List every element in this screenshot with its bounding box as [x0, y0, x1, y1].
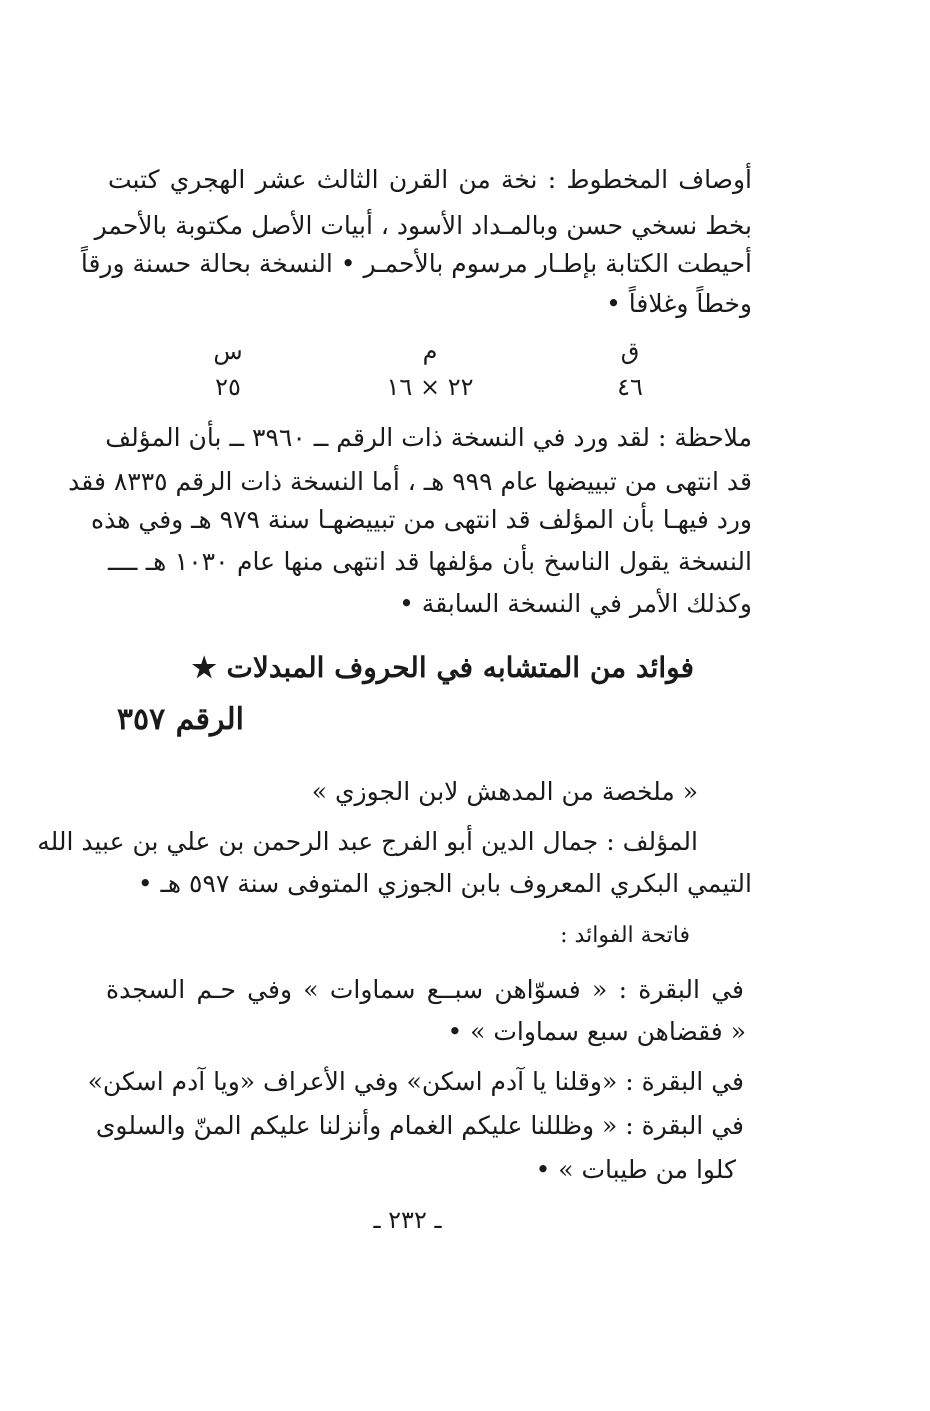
author-line-1: المؤلف : جمال الدين أبو الفرج عبد الرحمن بن علي بن عبيد الله: [37, 827, 698, 856]
description-line-4: وخطاً وغلافاً •: [606, 289, 752, 318]
table-value-size: ٢٢ × ١٦: [386, 373, 474, 401]
table-header-leaves: ق: [620, 337, 640, 365]
author-line-2: التيمي البكري المعروف بابن الجوزي المتوفى سنة ٥٩٧ هـ •: [137, 869, 752, 898]
table-value-lines: ٢٥: [215, 373, 241, 401]
opening-line-4: في البقرة : « وظللنا عليكم الغمام وأنزلنا عليكم المنّ والسلوى: [95, 1111, 744, 1140]
page-number: ـ ٢٣٢ ـ: [373, 1206, 442, 1234]
record-number: الرقم ٣٥٧: [116, 702, 244, 737]
description-line-3: أحيطت الكتابة بإطـار مرسوم بالأحمـر • النسخة بحالة حسنة ورقاً: [80, 249, 752, 278]
record-title: « ملخصة من المدهش لابن الجوزي »: [311, 777, 698, 806]
note-line-1: ملاحظة : لقد ورد في النسخة ذات الرقم ــ ٣٩٦٠ ــ بأن المؤلف: [105, 423, 752, 452]
table-value-leaves: ٤٦: [617, 373, 643, 401]
opening-line-5: كلوا من طيبات » •: [535, 1155, 736, 1184]
table-header-lines: س: [213, 337, 243, 365]
opening-line-1: في البقرة : « فسوّاهن سبــع سماوات » وفي حـم السجدة: [106, 975, 744, 1004]
note-line-2: قد انتهى من تبييضها عام ٩٩٩ هـ ، أما النسخة ذات الرقم ٨٣٣٥ فقد: [68, 467, 752, 496]
note-line-4: النسخة يقول الناسخ بأن مؤلفها قد انتهى منها عام ١٠٣٠ هـ ــــ: [108, 547, 752, 576]
section-heading: فوائد من المتشابه في الحروف المبدلات ★: [191, 651, 694, 684]
opening-label: فاتحة الفوائد :: [560, 923, 690, 948]
note-line-3: ورد فيهـا بأن المؤلف قد انتهى من تبييضهـا سنة ٩٧٩ هـ وفي هذه: [91, 505, 752, 534]
opening-line-2: « فقضاهن سبع سماوات » •: [447, 1017, 746, 1046]
description-line-1: أوصاف المخطوط : نخة من القرن الثالث عشر الهجري كتبت: [108, 165, 752, 194]
opening-line-3: في البقرة : «وقلنا يا آدم اسكن» وفي الأعراف «ويا آدم اسكن»: [87, 1067, 744, 1096]
description-line-2: بخط نسخي حسن وبالمـداد الأسود ، أبيات الأصل مكتوبة بالأحمر: [94, 211, 752, 240]
note-line-5: وكذلك الأمر في النسخة السابقة •: [399, 589, 752, 618]
table-header-size: م: [422, 337, 438, 365]
